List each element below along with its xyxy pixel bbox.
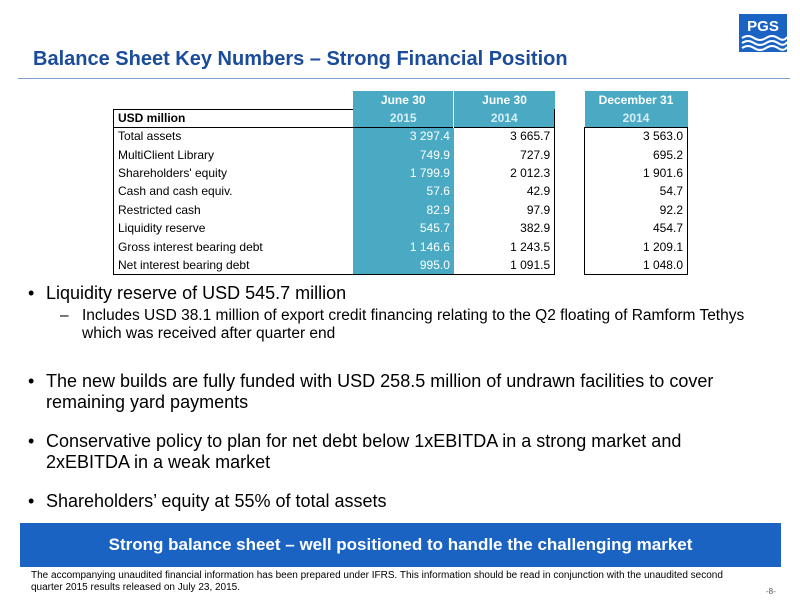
cell-dec: 1 048.0 bbox=[585, 256, 688, 274]
bullet-text-liquidity: Liquidity reserve of USD 545.7 million bbox=[46, 283, 347, 303]
cell-2014: 727.9 bbox=[454, 145, 555, 163]
table-header-row-dates bbox=[114, 91, 688, 109]
header-unit-label: USD million bbox=[114, 109, 354, 127]
table-row bbox=[114, 201, 688, 219]
cell-2015: 1 799.9 bbox=[353, 164, 454, 182]
row-label: Restricted cash bbox=[114, 201, 354, 219]
header-year-2015: 2015 bbox=[353, 109, 454, 127]
row-label: Liquidity reserve bbox=[114, 219, 354, 237]
cell-dec: 695.2 bbox=[585, 145, 688, 163]
table-header-row-years bbox=[114, 109, 688, 127]
row-label: Total assets bbox=[114, 127, 354, 145]
bullet-dot: • bbox=[28, 371, 35, 391]
cell-2014: 2 012.3 bbox=[454, 164, 555, 182]
key-numbers-table bbox=[113, 91, 688, 273]
cell-2014: 42.9 bbox=[454, 182, 555, 200]
sub-bullet-dash: – bbox=[60, 307, 69, 324]
bullet-dot: • bbox=[28, 491, 35, 511]
cell-2014: 382.9 bbox=[454, 219, 555, 237]
row-label: Net interest bearing debt bbox=[114, 256, 354, 274]
bullet-dot: • bbox=[28, 431, 35, 451]
table-row bbox=[114, 127, 688, 145]
cell-2015: 995.0 bbox=[353, 256, 454, 274]
cell-2015: 57.6 bbox=[353, 182, 454, 200]
summary-banner: Strong balance sheet – well positioned to handle the challenging market bbox=[20, 523, 781, 567]
bullet-dot: • bbox=[28, 283, 35, 303]
table-row bbox=[114, 237, 688, 255]
cell-dec: 54.7 bbox=[585, 182, 688, 200]
header-date-2015: June 30 bbox=[353, 91, 454, 109]
bullet-item bbox=[28, 431, 758, 473]
cell-2014: 3 665.7 bbox=[454, 127, 555, 145]
sub-bullet-text: Includes USD 38.1 million of export credit financing relating to the Q2 floating of Ramform Tethys which was received after quarter end bbox=[82, 307, 745, 342]
row-label: MultiClient Library bbox=[114, 145, 354, 163]
logo-text: PGS bbox=[747, 18, 779, 35]
cell-dec: 3 563.0 bbox=[585, 127, 688, 145]
bullet-text-policy: Conservative policy to plan for net debt below 1xEBITDA in a strong market and 2xEBITDA in a weak market bbox=[46, 431, 682, 472]
cell-2015: 3 297.4 bbox=[353, 127, 454, 145]
cell-dec: 92.2 bbox=[585, 201, 688, 219]
cell-dec: 454.7 bbox=[585, 219, 688, 237]
row-label: Gross interest bearing debt bbox=[114, 237, 354, 255]
header-date-dec: December 31 bbox=[585, 91, 688, 109]
cell-2015: 749.9 bbox=[353, 145, 454, 163]
cell-dec: 1 209.1 bbox=[585, 237, 688, 255]
cell-2015: 82.9 bbox=[353, 201, 454, 219]
bullet-item bbox=[28, 283, 346, 304]
bullet-text-equity: Shareholders’ equity at 55% of total assets bbox=[46, 491, 387, 511]
table-row bbox=[114, 145, 688, 163]
page-number: -8- bbox=[766, 587, 776, 596]
header-year-dec: 2014 bbox=[585, 109, 688, 127]
table-row bbox=[114, 219, 688, 237]
table-row bbox=[114, 164, 688, 182]
cell-2014: 1 243.5 bbox=[454, 237, 555, 255]
pgs-logo bbox=[739, 14, 787, 52]
row-label: Cash and cash equiv. bbox=[114, 182, 354, 200]
header-blank bbox=[114, 91, 354, 109]
page-title: Balance Sheet Key Numbers – Strong Financial Position bbox=[33, 48, 568, 70]
sub-bullet-item bbox=[60, 307, 750, 343]
table-row bbox=[114, 182, 688, 200]
header-year-2014: 2014 bbox=[454, 109, 555, 127]
footnote: The accompanying unaudited financial information has been prepared under IFRS. This information should be read in conjunction with the unaudited second quarter 2015 results released on July 23, 2015. bbox=[31, 570, 723, 593]
cell-2014: 1 091.5 bbox=[454, 256, 555, 274]
row-label: Shareholders' equity bbox=[114, 164, 354, 182]
cell-2015: 545.7 bbox=[353, 219, 454, 237]
bullet-text-newbuilds: The new builds are fully funded with USD 258.5 million of undrawn facilities to cover remaining yard payments bbox=[46, 371, 714, 412]
cell-2015: 1 146.6 bbox=[353, 237, 454, 255]
cell-2014: 97.9 bbox=[454, 201, 555, 219]
title-divider bbox=[18, 78, 790, 79]
table-row bbox=[114, 256, 688, 274]
bullet-item bbox=[28, 371, 758, 413]
header-date-2014: June 30 bbox=[454, 91, 555, 109]
bullet-item bbox=[28, 491, 387, 512]
cell-dec: 1 901.6 bbox=[585, 164, 688, 182]
